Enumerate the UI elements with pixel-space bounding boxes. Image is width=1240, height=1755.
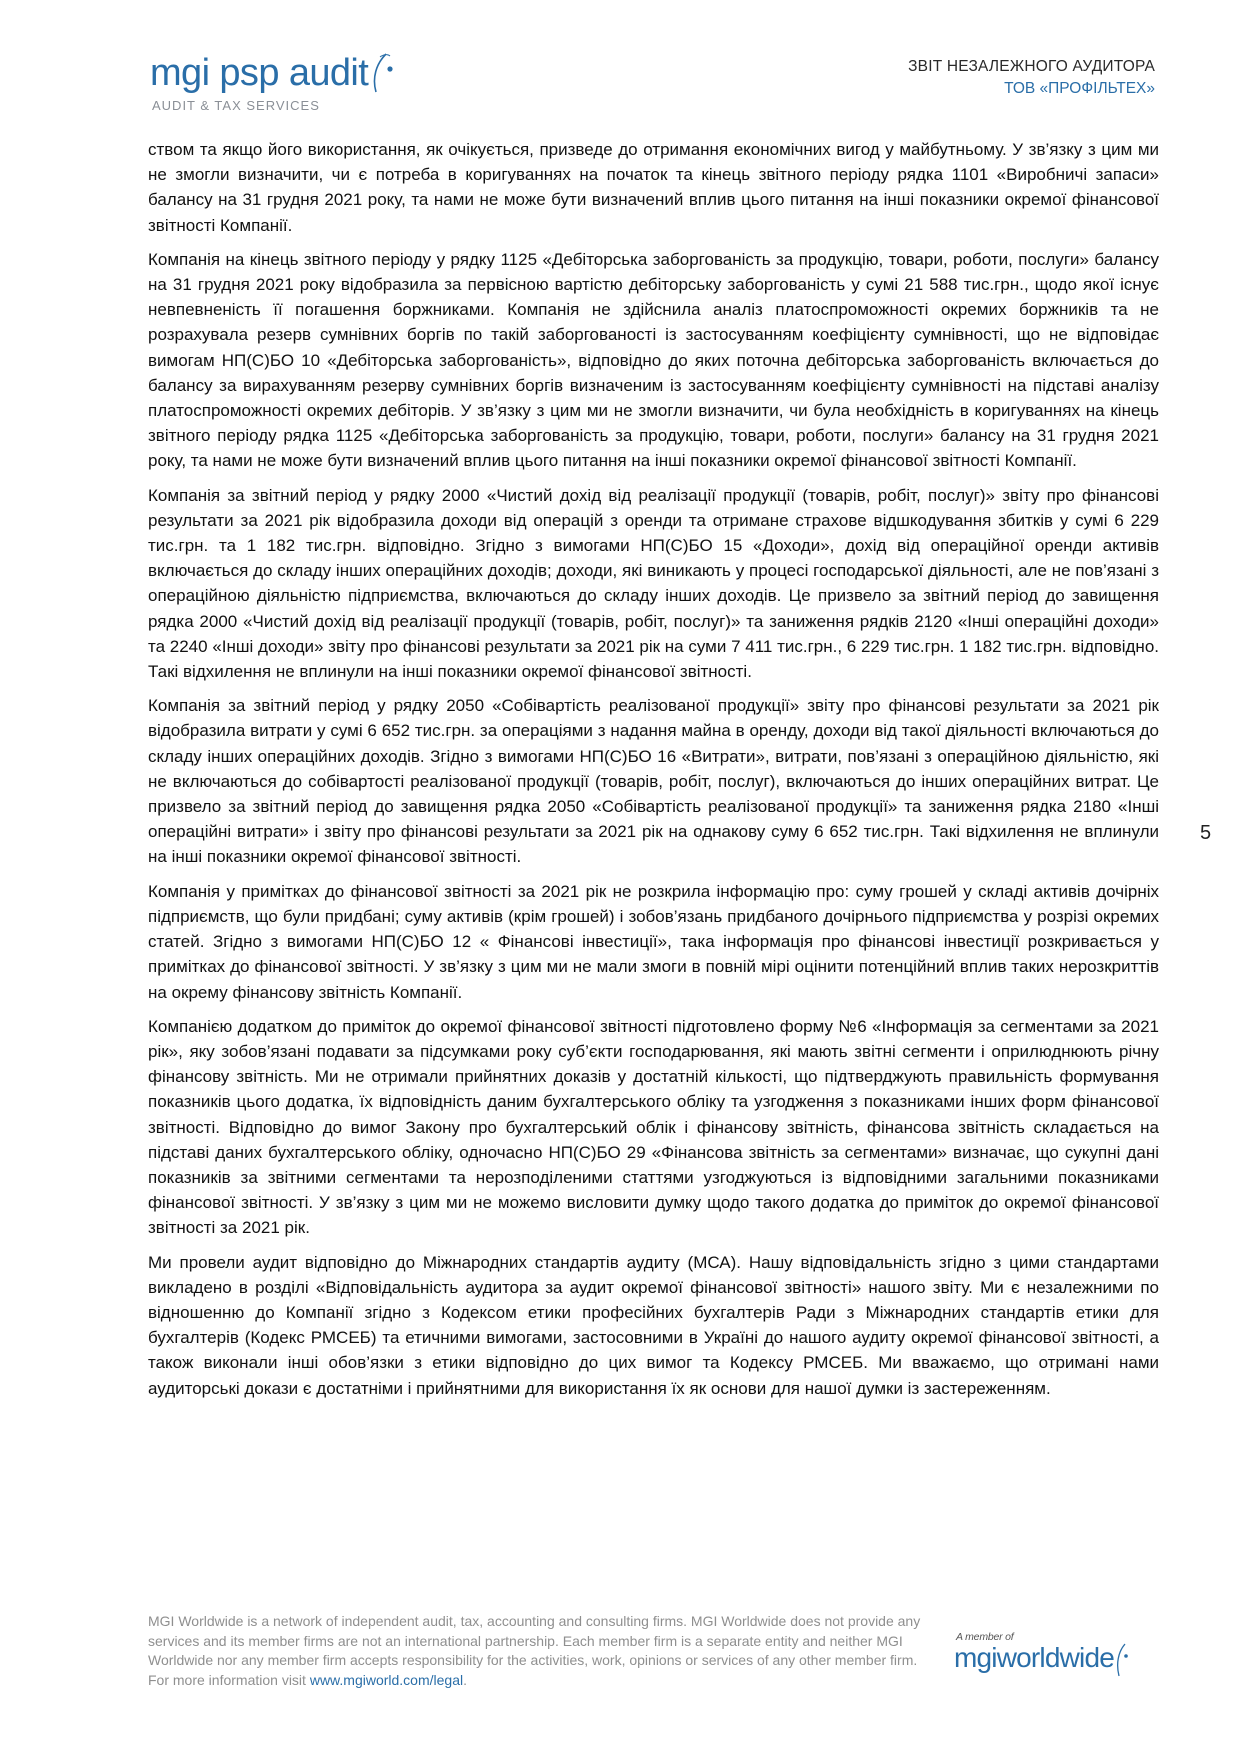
member-of-label: A member of [956, 1631, 1014, 1643]
paragraph-subsidiaries-disclosure: Компанія у примітках до фінансової звітності за 2021 рік не розкрила інформацію про: суму грошей у складі активів дочірніх підприємств, що були придбані; суму активів (крім грошей) і зобов’язань придбаного дочірнього підприємства у розрізі окремих статей. Згідно з вимогами НП(С)БО 12 « Фінансові інвестиції», така інформація про фінансові інвестиції розкривається у примітках до фінансової звітності. У зв’язку з цим ми не мали змоги в повній мірі оцінити потенційний вплив таких нерозкриттів на окрему фінансову звітність Компанії. [148, 881, 1159, 1002]
report-heading [908, 58, 1155, 98]
page-number: 5 [1200, 822, 1212, 844]
legal-link[interactable]: www.mgiworld.com/legal [309, 1671, 464, 1688]
disclaimer-end: . [463, 1671, 467, 1688]
company-name: ТОВ «ПРОФІЛЬТЕХ» [1004, 80, 1155, 97]
report-body [148, 137, 1159, 1410]
paragraph-cost-of-sales: Компанія за звітний період у рядку 2050 «Собівартість реалізованої продукції» звіту про фінансові результати за 2021 рік відобразила витрати у сумі 6 652 тис.грн. за операціями з надання майна в оренду, доходи від такої діяльності включаються до складу інших операційних доходів. Згідно з вимогами НП(С)БО 16 «Витрати», витрати, пов’язані з операційною діяльністю, які не включаються до собівартості реалізованої продукції (товарів, робіт, послуг), включаються до інших операційних витрат. Це призвело за звітний період до завищення рядка 2050 «Собівартість реалізованої продукції» та заниження рядка 2180 «Інші операційні витрати» і звіту про фінансові результати за 2021 рік на однакову суму 6 652 тис.грн. Такі відхилення не вплинули на інші показники окремої фінансової звітності. [148, 696, 1159, 867]
page-footer [148, 1612, 1159, 1702]
report-title: ЗВІТ НЕЗАЛЕЖНОГО АУДИТОРА [908, 58, 1155, 75]
mgi-swoosh-icon [368, 52, 394, 96]
paragraph-receivables: Компанія на кінець звітного періоду у рядку 1125 «Дебіторська заборгованість за продукцію, товари, роботи, послуги» балансу на 31 грудня 2021 року відобразила за первісною вартістю дебіторську заборгованість у сумі 21 588 тис.грн., щодо якої існує невпевненість її погашення боржниками. Компанія не здійснила аналіз платоспроможності окремих боржників та не розрахувала резерв сумнівних боргів по такій заборгованості із застосуванням коефіцієнту сумнівності, що не відповідає вимогам НП(С)БО 10 «Дебіторська заборгованість», відповідно до яких поточна дебіторська заборгованість включається до балансу за вирахуванням резерву сумнівних боргів визначеним із застосуванням коефіцієнту сумнівності на підставі аналізу платоспроможності окремих дебіторів. У зв’язку з цим ми не змогли визначити, чи була необхідність в коригуваннях на кінець звітного періоду рядка 1125 «Дебіторська заборгованість за продукцію, товари, роботи, послуги» балансу на 31 грудня 2021 року, та нами не може бути визначений вплив цього питання на інші показники окремої фінансової звітності Компанії. [148, 249, 1159, 471]
mgiworldwide-logo: mgiworldwide [954, 1642, 1115, 1673]
footer-disclaimer [148, 1612, 938, 1690]
paragraph-inventory: ством та якщо його використання, як очікується, призведе до отримання економічних вигод у майбутньому. У зв’язку з цим ми не змогли визначити, чи є потреба в коригуваннях на початок та кінець звітного періоду рядка 1101 «Виробничі запаси» балансу на 31 грудня 2021 року, та нами не може бути визначений вплив цього питання на інші показники окремої фінансової звітності Компанії. [148, 140, 1159, 235]
paragraph-basis-for-opinion: Ми провели аудит відповідно до Міжнародних стандартів аудиту (МСА). Нашу відповідальність згідно з цими стандартами викладено в розділі «Відповідальність аудитора за аудит окремої фінансової звітності» нашого звіту. Ми є незалежними по відношенню до Компанії згідно з Кодексом етики професійних бухгалтерів Ради з Міжнародних стандартів етики для бухгалтерів (Кодекс РМСЕБ) та етичними вимогами, застосовними в Україні до нашого аудиту окремої фінансової звітності, а також виконали інші обов’язки з етики відповідно до цих вимог та Кодексу РМСЕБ. Ми вважаємо, що отримані нами аудиторські докази є достатніми і прийнятними для використання їх як основи для нашої думки із застереженням. [148, 1252, 1159, 1398]
disclaimer-text: MGI Worldwide is a network of independent audit, tax, accounting and consulting firms. MGI Worldwide does not provide any services and its member firms are not an international partnership. Each member firm is a separate entity and neither MGI Worldwide nor any member firm accepts responsibility for the activities, work, opinions or services of any other member firm. For more information visit [148, 1613, 921, 1688]
mgiworldwide-swoosh-icon [1113, 1642, 1129, 1678]
logo-subtitle: AUDIT & TAX SERVICES [152, 98, 320, 113]
paragraph-revenue: Компанія за звітний період у рядку 2000 «Чистий дохід від реалізації продукції (товарів, робіт, послуг)» звіту про фінансові результати за 2021 рік відобразила доходи від операцій з оренди та отримане страхове відшкодування збитків у сумі 6 229 тис.грн. та 1 182 тис.грн. відповідно. Згідно з вимогами НП(С)БО 15 «Доходи», дохід від операційної оренди активів включається до складу інших операційних доходів; доходи, які виникають у процесі господарської діяльності, але не пов’язані з операційною діяльністю підприємства, включаються до складу інших доходів. Це призвело за звітний період до завищення рядка 2000 «Чистий дохід від реалізації продукції (товарів, робіт, послуг)» та заниження рядків 2120 «Інші операційні доходи» та 2240 «Інші доходи» звіту про фінансові результати за 2021 рік на суми 7 411 тис.грн., 6 229 тис.грн. 1 182 тис.грн. відповідно. Такі відхилення не вплинули на інші показники окремої фінансової звітності. [148, 485, 1160, 682]
mgi-psp-audit-logo [150, 50, 410, 120]
logo-text: mgi psp audit [150, 52, 369, 94]
paragraph-segments: Компанією додатком до приміток до окремої фінансової звітності підготовлено форму №6 «Інформація за сегментами за 2021 рік», яку зобов’язані подавати за підсумками року суб’єкти господарювання, які мають звітні сегменти і оприлюднюють річну фінансову звітність. Ми не отримали прийнятних доказів у достатній кількості, що підтверджують правильність формування показників цього додатка, їх відповідність даним бухгалтерського обліку та узгодження з показниками інших форм фінансової звітності. Відповідно до вимог Закону про бухгалтерський облік і фінансову звітність, фінансова звітність складається на підставі даних бухгалтерського обліку, одночасно НП(С)БО 29 «Фінансова звітність за сегментами» визначає, що сукупні дані показників за звітними сегментами та нерозподіленими статтями узгоджуються із відповідними загальними показниками фінансової звітності. У зв’язку з цим ми не можемо висловити думку щодо такого додатка до приміток до окремої фінансової звітності за 2021 рік. [148, 1016, 1159, 1238]
